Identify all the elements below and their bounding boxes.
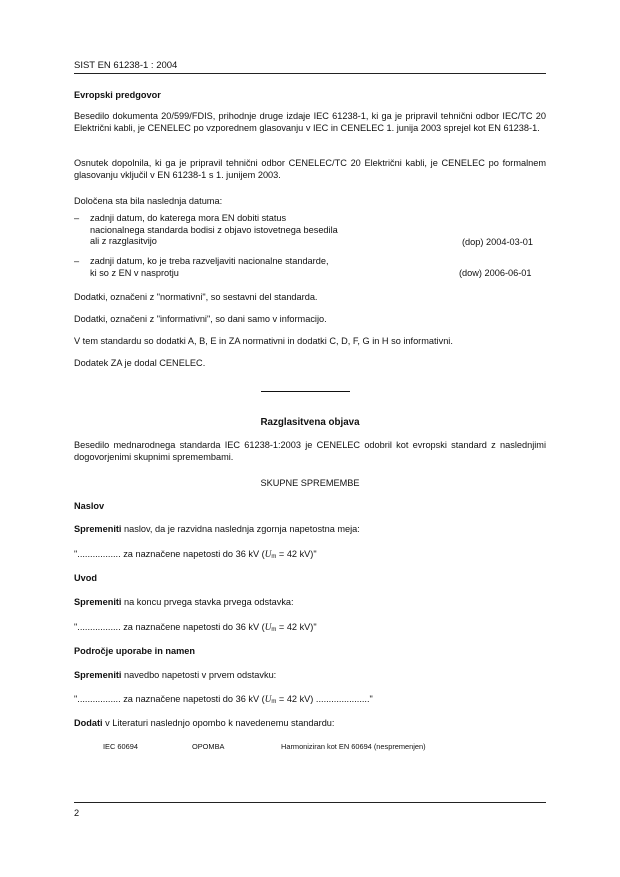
quote-text: = 42 kV) ....................."	[276, 694, 373, 704]
quote-1	[74, 549, 546, 564]
instruction-2	[74, 597, 546, 609]
um-symbol: U	[264, 549, 272, 559]
informative-note: Dodatki, označeni z "informativni", so dani samo v informacijo.	[74, 314, 327, 324]
endorsement-para: Besedilo mednarodnega standarda IEC 61238-1:2003 je CENELEC odobril kot evropski standard z naslednjimi dogovorjenimi skupnimi spremembami.	[74, 440, 546, 462]
foreword-para2: Osnutek dopolnila, ki ga je pripravil tehnični odbor CENELEC/TC 20 Električni kabli, je CENELEC po formalnem glasovanju vključil v EN 61238-1 s 1. junijem 2003.	[74, 158, 546, 180]
dow-date: (dow) 2006-06-01	[459, 268, 532, 278]
note-standard: IEC 60694	[103, 742, 138, 751]
dop-date: (dop) 2004-03-01	[462, 237, 533, 247]
list-item-line: zadnji datum, do katerega mora EN dobiti status	[90, 213, 287, 223]
header-rule	[74, 73, 546, 74]
instruction-1	[74, 524, 546, 536]
quote-text: = 42 kV)"	[276, 622, 317, 632]
note-text: Harmoniziran kot EN 60694 (nespremenjen)	[281, 742, 426, 751]
heading-podrocje: Področje uporabe in namen	[74, 646, 195, 656]
list-item-line: ki so z EN v nasprotju	[90, 267, 179, 278]
quote-text: "................. za naznačene napetosti do 36 kV (	[74, 694, 265, 704]
instruction-text: naslov, da je razvidna naslednja zgornja napetostna meja:	[121, 524, 360, 534]
um-subscript: m	[271, 627, 277, 633]
um-symbol: U	[264, 622, 272, 632]
quote-3	[74, 694, 546, 709]
instruction-4	[74, 718, 546, 730]
instruction-verb: Spremeniti	[74, 670, 122, 680]
um-symbol: U	[264, 694, 272, 704]
list-item-line: nacionalnega standarda bodisi z objavo istovetnega besedila	[90, 224, 338, 235]
list-dash: –	[74, 213, 80, 223]
list-item-line: ali z razglasitvijo	[90, 236, 157, 247]
list-item-dow	[90, 256, 390, 279]
um-subscript: m	[271, 554, 277, 560]
instruction-text: v Literaturi naslednjo opombo k navedenemu standardu:	[102, 718, 335, 728]
instruction-verb: Dodati	[74, 718, 103, 728]
footer-rule	[74, 802, 546, 803]
list-item-dop	[90, 213, 390, 248]
instruction-3	[74, 670, 546, 682]
quote-2	[74, 622, 546, 637]
foreword-para1: Besedilo dokumenta 20/599/FDIS, prihodnje druge izdaje IEC 61238-1, ki ga je pripravil tehnični odbor IEC/TC 20 Električni kabli, je CENELEC po vzporednem glasovanju v IEC in CENELEC 1. junija 2003 sprejel kot EN 61238-1.	[74, 111, 546, 133]
quote-text: = 42 kV)"	[276, 549, 317, 559]
foreword-title: Evropski predgovor	[74, 90, 161, 100]
section-divider	[261, 391, 350, 392]
heading-uvod: Uvod	[74, 573, 97, 583]
um-subscript: m	[271, 699, 277, 705]
quote-text: "................. za naznačene napetosti do 36 kV (	[74, 622, 265, 632]
instruction-text: navedbo napetosti v prvem odstavku:	[121, 670, 277, 680]
instruction-verb: Spremeniti	[74, 524, 122, 534]
instruction-verb: Spremeniti	[74, 597, 122, 607]
page-number: 2	[74, 808, 80, 818]
instruction-text: na koncu prvega stavka prvega odstavka:	[121, 597, 294, 607]
common-modifications: SKUPNE SPREMEMBE	[260, 478, 360, 488]
note-label: OPOMBA	[192, 742, 225, 751]
annexes-note: V tem standardu so dodatki A, B, E in ZA normativni in dodatki C, D, F, G in H so informativni.	[74, 336, 453, 346]
normative-note: Dodatki, označeni z "normativni", so sestavni del standarda.	[74, 292, 318, 302]
za-note: Dodatek ZA je dodal CENELEC.	[74, 358, 206, 368]
list-item-line: zadnji datum, ko je treba razveljaviti nacionalne standarde,	[90, 256, 329, 266]
endorsement-title: Razglasitvena objava	[260, 417, 360, 428]
list-dash: –	[74, 256, 80, 266]
heading-naslov: Naslov	[74, 501, 105, 511]
quote-text: "................. za naznačene napetosti do 36 kV (	[74, 549, 265, 559]
dates-intro: Določena sta bila naslednja datuma:	[74, 196, 223, 206]
header-doc-id: SIST EN 61238-1 : 2004	[74, 60, 178, 71]
